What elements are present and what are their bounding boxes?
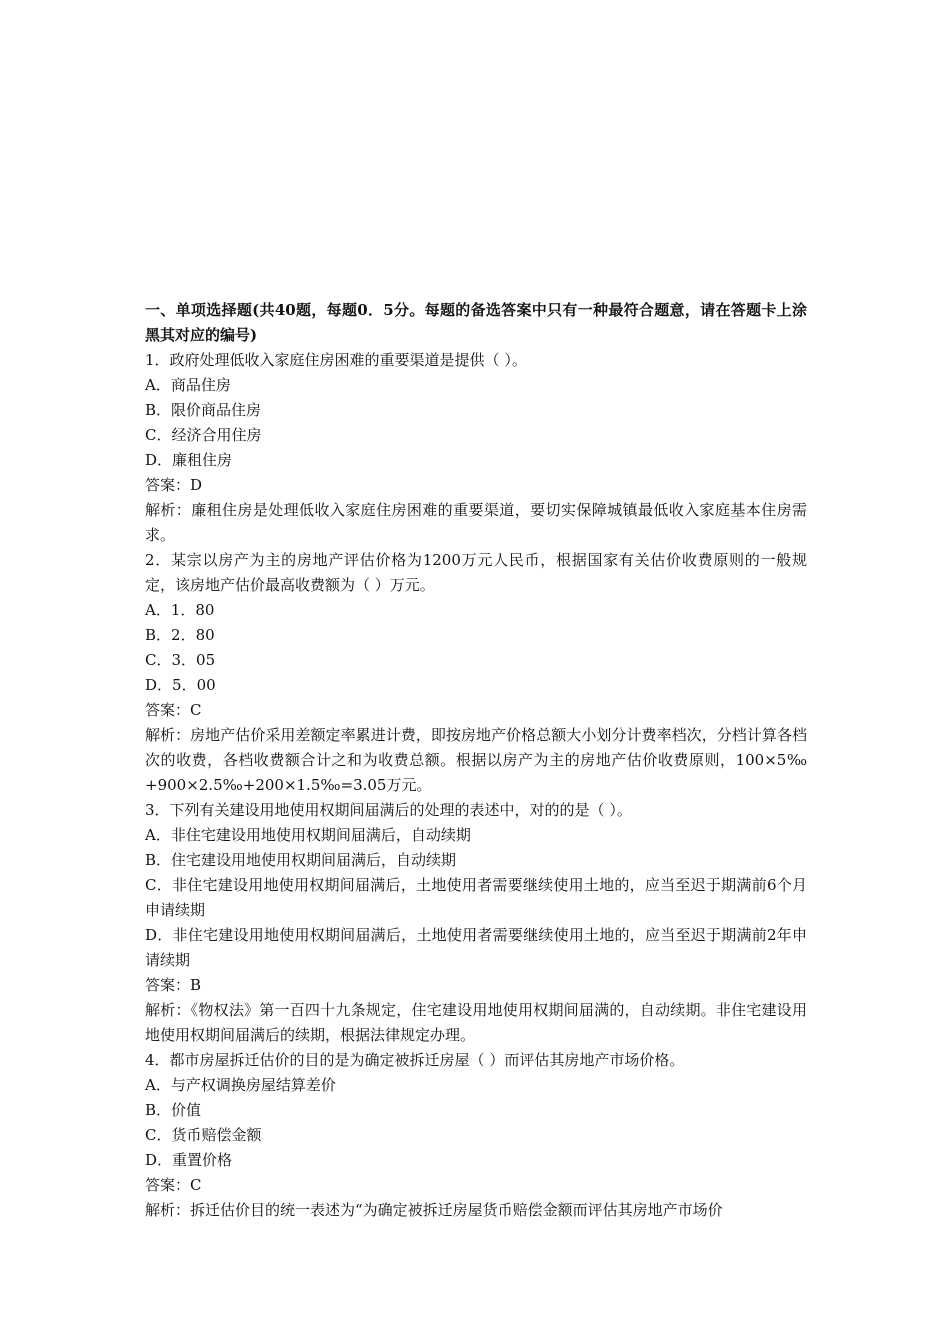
document-page xyxy=(145,298,807,1223)
analysis: 解析：拆迁估价目的统一表述为“为确定被拆迁房屋货币赔偿金额而评估其房地产市场价 xyxy=(145,1201,723,1219)
question-4 xyxy=(145,1048,807,1223)
option-c: C．经济合用住房 xyxy=(145,426,262,444)
answer: 答案：D xyxy=(145,476,203,494)
question-stem: 3．下列有关建设用地使用权期间届满后的处理的表述中，对的的是（ ）。 xyxy=(145,801,632,819)
option-a: A．与产权调换房屋结算差价 xyxy=(145,1076,336,1094)
question-3 xyxy=(145,798,807,1048)
section-heading: 一、单项选择题(共40题，每题0．5分。每题的备选答案中只有一种最符合题意，请在答题卡上涂黑其对应的编号) xyxy=(145,301,807,344)
analysis: 解析：廉租住房是处理低收入家庭住房困难的重要渠道，要切实保障城镇最低收入家庭基本住房需求。 xyxy=(145,501,807,544)
option-d: D．重置价格 xyxy=(145,1151,233,1169)
question-stem: 2．某宗以房产为主的房地产评估价格为1200万元人民币，根据国家有关估价收费原则的一般规定，该房地产估价最高收费额为（ ）万元。 xyxy=(145,551,807,594)
answer: 答案：C xyxy=(145,701,202,719)
answer: 答案：C xyxy=(145,1176,202,1194)
option-c: C．非住宅建设用地使用权期间届满后，土地使用者需要继续使用土地的，应当至迟于期满前6个月申请续期 xyxy=(145,876,807,919)
question-2 xyxy=(145,548,807,798)
option-a: A．1．80 xyxy=(145,601,215,619)
analysis: 解析：《物权法》第一百四十九条规定，住宅建设用地使用权期间届满的，自动续期。非住宅建设用地使用权期间届满后的续期，根据法律规定办理。 xyxy=(145,1001,807,1044)
option-d: D．5．00 xyxy=(145,676,216,694)
option-d: D．廉租住房 xyxy=(145,451,233,469)
option-d: D．非住宅建设用地使用权期间届满后，土地使用者需要继续使用土地的，应当至迟于期满前2年申请续期 xyxy=(145,926,807,969)
option-b: B．住宅建设用地使用权期间届满后，自动续期 xyxy=(145,851,457,869)
question-stem: 4．都市房屋拆迁估价的目的是为确定被拆迁房屋（ ）而评估其房地产市场价格。 xyxy=(145,1051,685,1069)
answer: 答案：B xyxy=(145,976,202,994)
question-1 xyxy=(145,348,807,548)
option-c: C．3．05 xyxy=(145,651,216,669)
option-a: A．非住宅建设用地使用权期间届满后，自动续期 xyxy=(145,826,471,844)
option-c: C．货币赔偿金额 xyxy=(145,1126,262,1144)
analysis: 解析：房地产估价采用差额定率累进计费，即按房地产价格总额大小划分计费率档次，分档计算各档次的收费，各档收费额合计之和为收费总额。根据以房产为主的房地产估价收费原则，100×5‰+900×2.5‰+200×1.5‰=3.05万元。 xyxy=(145,726,807,794)
option-b: B．价值 xyxy=(145,1101,202,1119)
question-stem: 1．政府处理低收入家庭住房困难的重要渠道是提供（ ）。 xyxy=(145,351,527,369)
option-a: A．商品住房 xyxy=(145,376,231,394)
option-b: B．2．80 xyxy=(145,626,215,644)
option-b: B．限价商品住房 xyxy=(145,401,262,419)
